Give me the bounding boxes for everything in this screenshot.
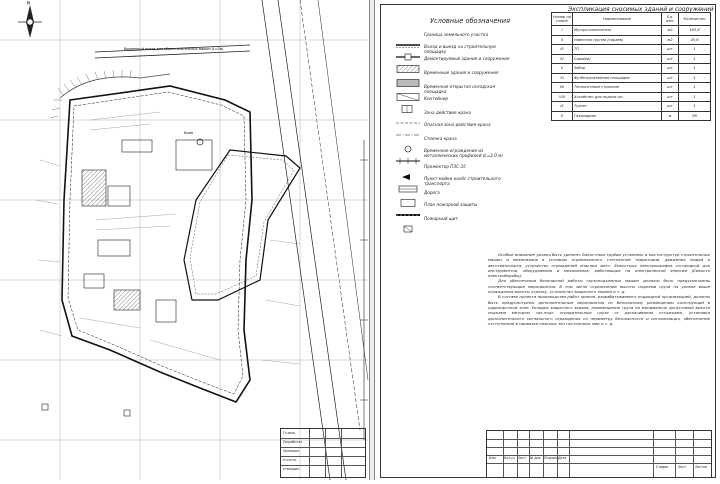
table-cell: шт <box>662 45 679 55</box>
legend-item <box>396 122 506 136</box>
legend-label: Опасная зона действия крана <box>424 122 491 127</box>
note-paragraph: В составе проекта производства работ кранов, разрабатываемого подрядной организацией, должны быть предусмотрены дополнительные мероприятия по безопасному размещению конструкций в ударопрочной зоне. Укладка защитного экрана, перемещение груза на минимально допустимой высоте подъема методом «из-под» оградительные груза от раскачивания оттяжками, установка дополнительного сигнального ограждения по периметру безопасности и сигнализация, обеспечение отступлений в привязке опасных зон постоянных мер и т. д. <box>488 294 710 326</box>
table-cell: шт <box>662 54 679 64</box>
table-cell: м <box>662 111 679 121</box>
stamp-col: Подпись <box>544 456 559 460</box>
column-header: Количество <box>679 13 711 26</box>
survey-annotations <box>36 112 300 364</box>
legend-label: Зона действия крана <box>424 110 471 115</box>
explication-table <box>551 12 711 121</box>
table-row <box>552 73 711 83</box>
table-cell: VII <box>552 83 573 93</box>
table-cell: I <box>552 26 573 36</box>
note-paragraph: Особые внимание уровня быть уделено Ёмкостным трубам установок и мостоструктур строительных машин и механизмов в условиях ограниченного стеснённой территории, движения людей и автотранспорта, устройству ограждений опасных мест. Ёмкостных электрошкафов отгородкой для инструментов, оборудования и механизмов, работающих на электрической энергии (Ёмкость электроборьбы). <box>488 252 710 279</box>
table-cell: X <box>552 111 573 121</box>
stamp-stage: Стадия <box>656 465 669 469</box>
legend-item <box>396 202 506 216</box>
table-cell: 1 <box>679 102 711 112</box>
fire-plan-icon <box>396 204 420 212</box>
table-cell: Навесная группа (сараев) <box>573 35 662 45</box>
table-cell: шт <box>662 83 679 93</box>
legend-label: Временные здания и сооружения <box>424 70 499 75</box>
sheet-divider <box>369 0 375 480</box>
stamp-col: Кол.уч <box>504 456 516 460</box>
legend-label: Стоянка крана <box>424 136 457 141</box>
table-cell: III <box>552 45 573 55</box>
table-cell: м2 <box>662 35 679 45</box>
table-cell: шт <box>662 102 679 112</box>
explication-title: Экспликация сносимых зданий и сооружений <box>568 6 714 13</box>
stamp-col: Лист <box>518 456 527 460</box>
table-row <box>552 35 711 45</box>
table-row <box>552 92 711 102</box>
stamp-role: Гл.инж. <box>283 431 296 435</box>
legend-item <box>396 176 506 190</box>
table-cell: IV <box>552 54 573 64</box>
container-icon <box>396 98 420 106</box>
table-cell: шт <box>662 64 679 74</box>
table-cell: 1 <box>679 73 711 83</box>
road-caption: Временный въезд для общестроительных машин (L=5м) <box>124 47 224 51</box>
north-arrow-icon <box>18 5 42 38</box>
table-cell: 1 <box>679 45 711 55</box>
title-block-right <box>486 430 712 478</box>
general-notes <box>488 252 710 326</box>
legend-item <box>396 56 510 70</box>
table-cell: V <box>552 64 573 74</box>
column-header: Номер на плане <box>552 13 573 26</box>
crane-label: Кран <box>184 131 194 135</box>
legend-label: Временная открытая складская площадка <box>424 84 495 94</box>
dashed-line-icon <box>396 112 420 120</box>
legend-title: Условные обозначения <box>430 17 510 25</box>
legend-label: Прожектор ПЗС-35 <box>424 164 466 169</box>
legend-label: План пожарной защиты <box>424 202 478 207</box>
note-paragraph: Для обеспечения безопасной работы грузоподъемных машин должны быть предусмотрены соответствующие мероприятия. В том числе ограничение высоты подъема груза на уровне выше ограждения высоты отрезку, устройство защитного экрана и т. д. <box>488 278 710 295</box>
fire-board-icon <box>396 218 420 226</box>
table-cell: Туалет <box>573 102 662 112</box>
legend-item <box>396 148 506 162</box>
table-row <box>552 102 711 112</box>
dimension-rail <box>360 140 368 440</box>
boundary-line-icon <box>396 34 420 42</box>
table-row <box>552 111 711 121</box>
stamp-col: Дата <box>558 456 567 460</box>
stamp-role: Н.контр. <box>283 458 298 462</box>
legend-label: Граница земельного участка <box>424 32 489 37</box>
table-cell: Сарай(и) <box>573 54 662 64</box>
stamp-role: Утвердил <box>283 467 299 471</box>
table-cell: II <box>552 35 573 45</box>
stamp-col: Изм. <box>489 456 497 460</box>
table-cell: VI <box>552 73 573 83</box>
title-block-left <box>280 428 366 478</box>
table-cell: Футбол/хоккейная площадка <box>573 73 662 83</box>
dash-dot-line-icon <box>396 124 420 132</box>
table-cell: Мусоро-накопитель <box>573 26 662 36</box>
table-cell: шт <box>662 92 679 102</box>
access-road <box>95 45 250 58</box>
table-cell: 45,6 <box>679 35 711 45</box>
spotlight-icon <box>396 166 420 174</box>
legend-label: Временное ограждение из металлических профилей (L=2.0 м) <box>424 148 504 158</box>
circle-icon <box>396 138 420 146</box>
legend-item <box>396 70 506 84</box>
table-cell: 1 <box>679 92 711 102</box>
hatched-box-icon <box>396 58 420 66</box>
table-cell: VIII <box>552 92 573 102</box>
north-label: N <box>27 0 30 6</box>
legend-item <box>396 96 506 110</box>
legend-item <box>396 216 506 230</box>
legend-label: Пожарный щит <box>424 216 458 221</box>
stamp-stage: Лист <box>678 465 687 469</box>
crane-zone <box>184 131 300 300</box>
table-row <box>552 64 711 74</box>
stamp-role: Разработал <box>283 440 303 444</box>
stamp-role: Проверил <box>283 449 300 453</box>
column-header: Ед. изм. <box>662 13 679 26</box>
diagonal-roads <box>262 0 368 480</box>
legend-label: Дорога <box>424 190 440 195</box>
site-boundary <box>62 86 252 402</box>
gate-icon <box>396 46 420 54</box>
demolished-buildings <box>82 140 212 322</box>
table-cell: Теплосетевое строение <box>573 83 662 93</box>
wash-icon <box>396 178 420 186</box>
table-row <box>552 54 711 64</box>
road-icon <box>396 192 420 200</box>
legend-label: Контейнер <box>424 96 448 101</box>
fire-board-icon <box>42 404 130 416</box>
table-cell: Забор <box>573 64 662 74</box>
table-cell: м2 <box>662 26 679 36</box>
column-header: Наименование <box>573 13 662 26</box>
table-cell: Хозяйство для подачи шт. <box>573 92 662 102</box>
fence-icon <box>396 150 420 158</box>
table-cell: 1 <box>679 64 711 74</box>
table-row <box>552 83 711 93</box>
legend-label: Демонтируемые здания и сооружения <box>424 56 510 61</box>
table-cell: 1 <box>679 83 711 93</box>
table-cell: 1 <box>679 54 711 64</box>
open-box-icon <box>396 86 420 94</box>
stamp-stage: Листов <box>695 465 707 469</box>
table-cell: 183,8 <box>679 26 711 36</box>
stamp-col: № док. <box>530 456 542 460</box>
table-cell: ТП <box>573 45 662 55</box>
legend-label: Въезд и выезд на строительную площадку <box>424 44 496 54</box>
table-header-row <box>552 13 711 26</box>
table-row <box>552 45 711 55</box>
table-row <box>552 26 711 36</box>
cross-hatched-box-icon <box>396 72 420 80</box>
table-cell: Газорадиан <box>573 111 662 121</box>
table-cell: 99 <box>679 111 711 121</box>
table-cell: шт <box>662 73 679 83</box>
table-cell: IX <box>552 102 573 112</box>
legend-label: Пункт мойки колёс строительного транспорта <box>424 176 501 186</box>
